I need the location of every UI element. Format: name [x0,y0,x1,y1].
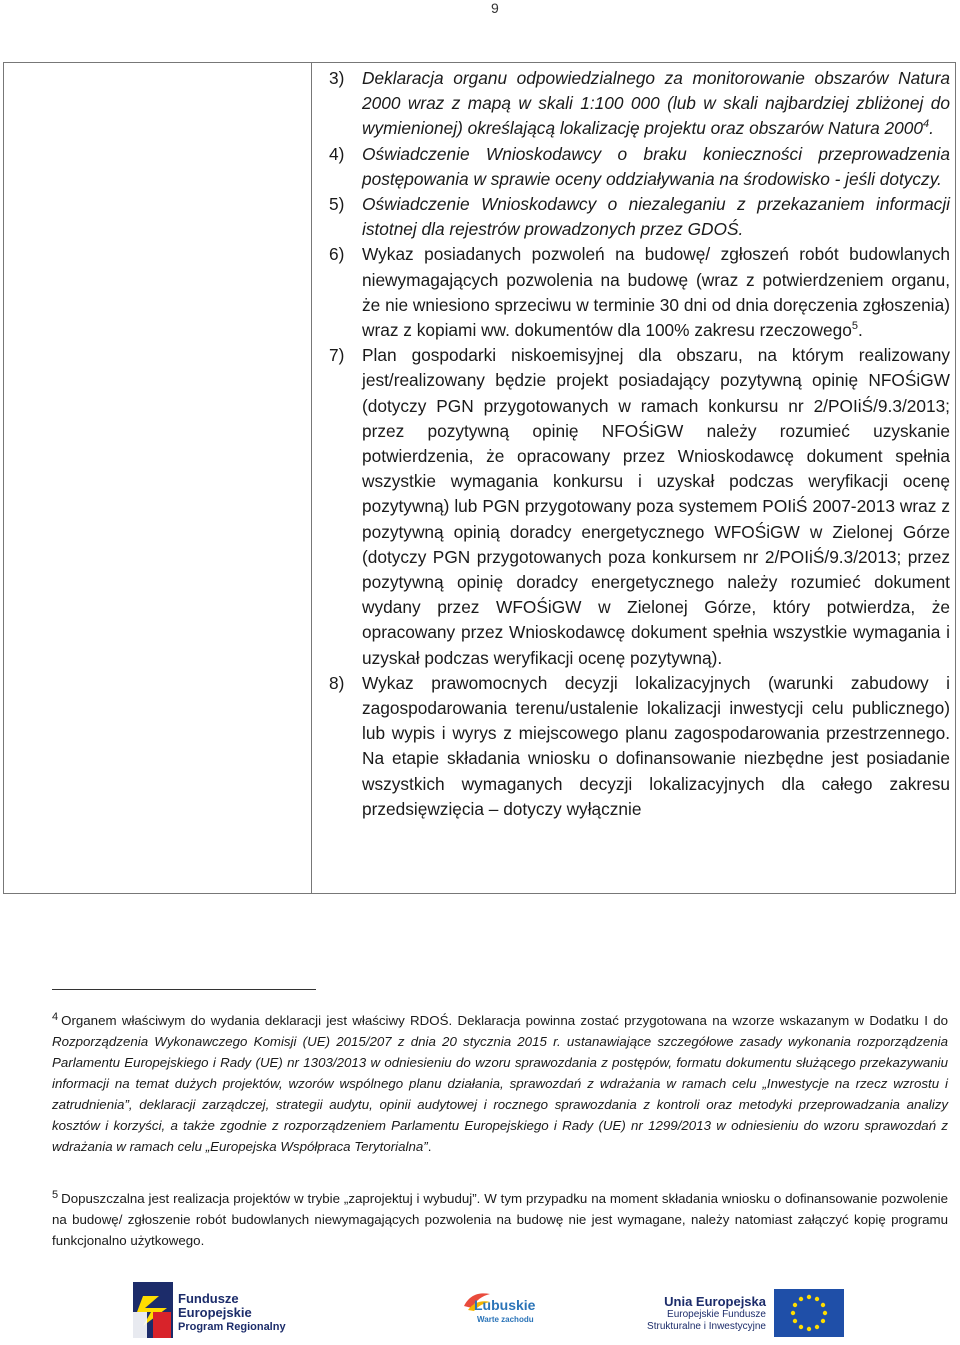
fe-line2: Europejskie [178,1305,252,1320]
footnote-4 [52,1010,948,1157]
list-item [329,142,950,192]
page-number: 9 [491,0,499,16]
footnote-text: Organem właściwym do wydania deklaracji jest właściwy RDOŚ. Deklaracja powinna zostać przygotowana na wzorze wskazanym w Dodatku I do [61,1013,948,1028]
list-item [329,192,950,242]
item-number: 5) [329,194,345,215]
item-number: 3) [329,68,345,88]
footnote-number: 5 [52,1188,59,1201]
lubuskie-slogan: Warte zachodu [477,1315,534,1324]
item-text: Wykaz posiadanych pozwoleń na budowę/ zgłoszeń robót budowlanych niewymagających pozwolenia na budowę (wraz z potwierdzeniem organu, że nie wniesiono sprzeciwu w terminie 30 dni od dnia doręczenia zgłoszenia) wraz z kopiami ww. dokumentów dla 100% zakresu rzeczowego [362,244,950,341]
footnote-5 [52,1188,948,1251]
footnote-text-end: . [427,1139,432,1154]
footnote-separator [52,989,316,990]
ue-sub1: Europejskie Fundusze [667,1309,766,1320]
footnote-text: Dopuszczalna jest realizacja projektów w trybie „zaprojektuj i wybuduj”. W tym przypadku na moment składania wniosku o dofinansowanie pozwolenie na budowę/ zgłoszenie robót budowlanych niewymagających pozwolenia na budowę nie jest wymagane, należy natomiast załączyć kopię programu funkcjonalno użytkowego. [52,1191,948,1248]
item-text: Oświadczenie Wnioskodawcy o niezaleganiu z przekazaniem informacji istotnej dla rejestrów prowadzonych przez GDOŚ. [362,194,950,240]
lubuskie-name: Lubuskie [474,1297,536,1313]
fe-logo-text [178,1292,286,1334]
item-text: Deklaracja organu odpowiedzialnego za monitorowanie obszarów Natura 2000 wraz z mapą w skali 1:100 000 (lub w skali najbardziej zbliżonej do wymienionej) określającą lokalizację projektu oraz obszarów Natura 2000 [362,68,950,139]
ue-logo-text [638,1294,766,1333]
footnote-ref[interactable]: 4 [922,118,930,131]
list-item [329,242,950,343]
list-item [329,671,950,822]
item-text: Wykaz prawomocnych decyzji lokalizacyjnych (warunki zabudowy i zagospodarowania terenu/ustalenie lokalizacji inwestycji celu publicznego) lub wypis i wyrys z miejscowego planu zagospodarowania przestrzennego. Na etapie składania wniosku o dofinansowanie niezbędne jest posiadanie wszystkich wymaganych decyzji lokalizacyjnych dla całego zakresu przedsięwzięcia – dotyczy wyłącznie [362,672,950,819]
item-number: 7) [329,345,345,366]
eu-flag-icon [774,1289,844,1337]
ue-title: Unia Europejska [664,1294,766,1309]
attachments-list [329,66,950,822]
footnote-number: 4 [52,1010,59,1023]
item-number: 8) [329,672,345,693]
footnote-ref[interactable]: 5 [851,320,858,333]
footnote-regulation-title: Rozporządzenia Wykonawczego Komisji (UE) 2015/207 z dnia 20 stycznia 2015 r. ustanawiające szczegółowe zasady wykonania rozporządzenia Parlamentu Europejskiego i Rady (UE) nr 1303/2013 w odniesieniu do wzoru sprawozdania z postępów, formatu dokumentu służącego przekazywaniu informacji na temat dużych projektów, wzorów wspólnego planu działania, sprawozdań z wdrażania w ramach celu „Inwestycje na rzecz wzrostu i zatrudnienia”, deklaracji zarządczej, strategii audytu, opinii audytowej i rocznego sprawozdania z kontroli oraz metodyki przeprowadzania analizy kosztów i korzyści, a także zgodnie z rozporządzeniem Parlamentu Europejskiego i Rady (UE) nr 1299/2013 w odniesieniu do wzoru sprawozdań z wdrażania w ramach celu „Europejska Współpraca Terytorialna” [52,1034,948,1154]
fe-star-icon [133,1282,175,1340]
logo-bar [0,1278,960,1345]
item-text: Oświadczenie Wnioskodawcy o braku konieczności przeprowadzenia postępowania w sprawie oceny oddziaływania na środowisko - jeśli dotyczy. [362,143,950,189]
item-text: Plan gospodarki niskoemisyjnej dla obszaru, na którym realizowany jest/realizowany będzie projekt posiadający pozytywną opinię NFOŚiGW (dotyczy PGN przygotowanych w ramach konkursu nr 2/POIiŚ/9.3/2013; przez pozytywną opinię NFOŚiGW należy rozumieć uzyskanie potwierdzenia, że opracowany przez Wnioskodawcę dokument spełnia wszystkie wymagania konkursu i uzyskał podczas weryfikacji ocenę pozytywną) lub PGN przygotowany poza systemem POIiŚ 2007-2013 wraz z pozytywną opinią doradcy energetycznego WFOŚiGW w Zielonej Górze (dotyczy PGN przygotowanych poza konkursem nr 2/POIiŚ/9.3/2013; przez pozytywną opinię doradcy energetycznego należy rozumieć dokument wydany przez WFOŚiGW w Zielonej Górze, który potwierdza, że opracowany przez Wnioskodawcę dokument spełnia wszystkie wymagania i uzyskał podczas weryfikacji ocenę pozytywną). [362,345,950,668]
item-number: 4) [329,143,345,164]
item-text-end: . [929,118,934,139]
fe-line3: Program Regionalny [178,1321,286,1333]
fe-line1: Fundusze [178,1291,239,1306]
list-item [329,343,950,671]
ue-sub2: Strukturalne i Inwestycyjne [647,1321,766,1332]
list-item [329,66,950,142]
item-number: 6) [329,244,345,265]
item-text-end: . [857,320,863,341]
table-column-divider [311,63,312,893]
